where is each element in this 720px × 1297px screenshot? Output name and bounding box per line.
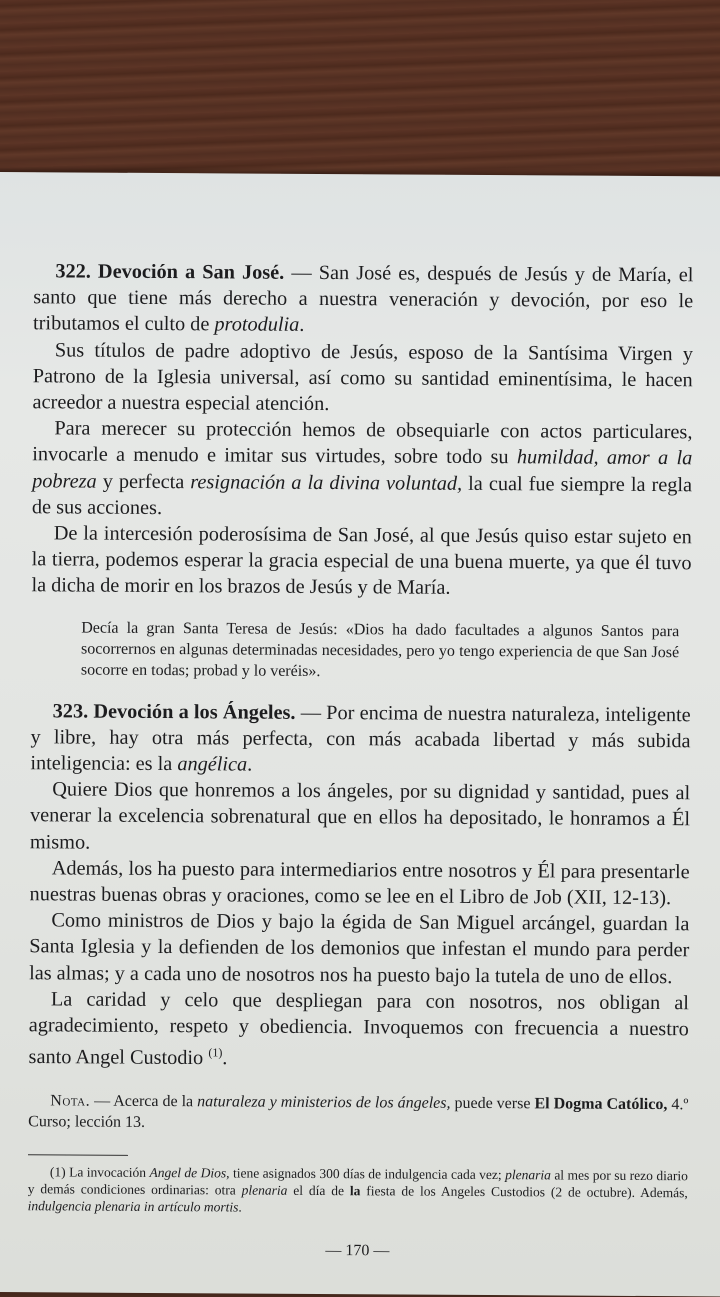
- section-322-paragraph-3: Para merecer su protección hemos de obsequiarle con actos particulares, invocarle a menudo e imitar sus virtudes, sobre todo su humildad, amor a la pobreza y perfecta resignación a la divina voluntad, la cual fue siempre la regla de sus acciones.: [31, 417, 693, 519]
- page-number: — 170 —: [325, 1242, 390, 1260]
- wooden-table-background: [0, 0, 720, 190]
- page-content: [27, 258, 693, 1266]
- nota-label: Nota.: [50, 1092, 91, 1110]
- section-322-intro: 322. Devoción a San José. — San José es, después de Jesús y de María, el santo que tiene más derecho a nuestra veneración y devoción, por eso le tributamos el culto de protodulia.: [33, 260, 694, 337]
- section-322-paragraph-2: Sus títulos de padre adoptivo de Jesús, esposo de la Santísima Virgen y Patrono de la Iglesia universal, así como su santidad eminentísima, le hacen acreedor a nuestra especial atención.: [32, 338, 693, 416]
- santa-teresa-quote: Decía la gran Santa Teresa de Jesús: «Dios ha dado facultades a algunos Santos para socorrernos en algunas determinadas necesidades, pero yo tengo experiencia de que San José socorre en todas; probad y lo veréis».: [80, 619, 680, 680]
- nota-paragraph: Nota. — Acerca de la naturaleza y ministerios de los ángeles, puede verse El Dogma Católico, 4.º Curso; lección 13.: [28, 1092, 689, 1132]
- section-322-paragraph-4: De la intercesión poderosísima de San José, al que Jesús quiso estar sujeto en la tierra, podemos esperar la gracia especial de una buena muerte, ya que él tuvo la dicha de morir en los brazos de Jesús y de María.: [31, 522, 692, 600]
- section-323-paragraph-5: La caridad y celo que despliegan para con nosotros, nos obligan al agradecimiento, respeto y obediencia. Invoquemos con frecuencia a nuestro santo Angel Custodio $^{(1)}$.: [28, 988, 690, 1070]
- footnote-divider: [28, 1154, 128, 1156]
- section-323-paragraph-3: Además, los ha puesto para intermediarios entre nosotros y Él para presentarle nuestras buenas obras y oraciones, como se lee en el Libro de Job (XII, 12-13).: [29, 857, 690, 910]
- section-323-title: 323. Devoción a los Ángeles.: [52, 700, 296, 724]
- section-322-title: 322. Devoción a San José.: [55, 260, 285, 284]
- section-323-paragraph-4: Como ministros de Dios y bajo la égida de San Miguel arcángel, guardan la Santa Iglesia y la defienden de los demonios que infestan el mundo para perder las almas; y a cada uno de nosotros nos ha puesto bajo la tutela de uno de ellos.: [29, 909, 690, 988]
- book-page: [0, 172, 720, 1296]
- footnote-1: (1) La invocación Angel de Dios, tiene asignados 300 días de indulgencia cada vez; plenaria al mes por su rezo diario y demás condiciones ordinarias: otra plenaria el día de la fiesta de los Angeles Custodios (2 de octubre). Además, indulgencia plenaria in artículo mortis.: [27, 1164, 688, 1215]
- section-323-paragraph-2: Quiere Dios que honremos a los ángeles, por su dignidad y santidad, pues al venerar la excelencia sobrenatural que en ellos ha depositado, le honramos a Él mismo.: [29, 778, 691, 854]
- footnote-reference: (1): [208, 1045, 223, 1060]
- section-323-intro: 323. Devoción a los Ángeles. — Por encima de nuestra naturaleza, inteligente y libre, hay otra más perfecta, con más acabada libertad y más subida inteligencia: es la angélica.: [30, 700, 691, 776]
